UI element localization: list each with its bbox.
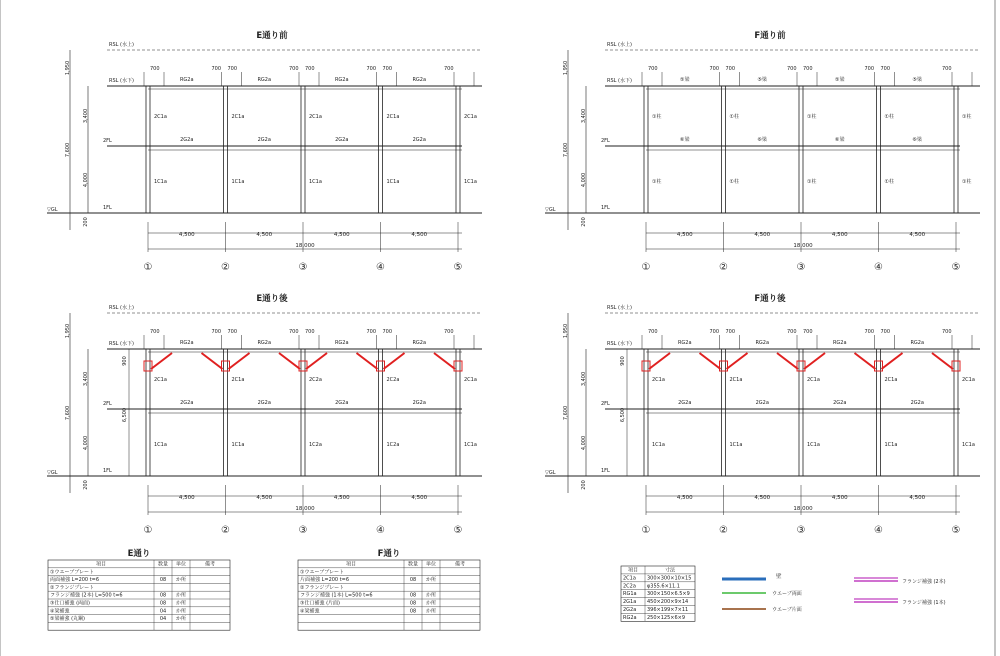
member-id: RG2a (623, 614, 637, 621)
gl-label: ▽GL (47, 470, 58, 476)
grid-label: ④ (376, 525, 385, 536)
schedule-title: E通り (127, 549, 151, 559)
upper-column-label: 2C1a (962, 377, 975, 383)
schedule-cell: 08 (159, 600, 167, 607)
roof-beam-label: RG2a (412, 340, 427, 346)
bay-dim-label: 4,500 (178, 495, 195, 501)
schedule-cell: ①ウエーブプレート (50, 569, 95, 576)
schedule-cell: 04 (159, 616, 167, 623)
member-id: 2G2a (623, 607, 637, 613)
top-dim-700: 700 (709, 66, 720, 72)
dim-top: 1,950 (563, 323, 569, 339)
member-size: 250×125×6×9 (647, 614, 686, 621)
grid-label: ④ (376, 262, 385, 273)
fl2-label: 2FL (103, 138, 112, 144)
legend-label: ウエーブ両面 (772, 591, 802, 597)
top-dim-700: 700 (305, 329, 315, 335)
top-dim-700: 700 (366, 66, 377, 72)
legend-label: 壁 (776, 574, 782, 580)
dim-inner: 6,500 (122, 407, 128, 423)
dim-top: 1,950 (65, 60, 71, 76)
member-header: 寸法 (664, 567, 676, 574)
top-dim-700: 700 (150, 329, 160, 335)
rsl-top-label: RSL (水上) (109, 305, 134, 311)
elevation-title: E通り前 (256, 31, 288, 41)
roof-beam-label: RG2a (334, 77, 349, 83)
upper-column-label: 2C2a (386, 377, 400, 383)
dim-upper: 3,400 (83, 108, 89, 124)
schedule-cell: 04 (159, 608, 167, 615)
dim-total: 7,600 (65, 405, 71, 421)
dim-brace: 900 (122, 356, 128, 366)
lower-column-label: 1C1a (729, 442, 743, 448)
grid-label: ③ (796, 525, 806, 536)
lower-column-label: 1C2a (386, 442, 400, 448)
dim-brace: 900 (620, 356, 626, 366)
schedule-cell: 片面補強 L=200 t=6 (300, 577, 350, 584)
roof-beam-label: RG2a (257, 77, 272, 83)
floor2-beam-label: 2G2a (335, 137, 349, 143)
lower-column-label: 1C1a (464, 442, 477, 448)
fl1-label: 1FL (601, 468, 610, 474)
dim-base: 200 (83, 480, 89, 490)
lower-column-label: ①柱 (807, 179, 817, 185)
floor2-beam-label: 2G2a (335, 400, 349, 406)
member-header: 項目 (627, 567, 639, 574)
lower-column-label: 1C1a (807, 442, 820, 448)
member-size: 300×300×10×15 (647, 575, 692, 582)
schedule-cell: か所 (425, 600, 437, 607)
dim-base: 200 (581, 217, 587, 227)
roof-beam-label: RG2a (334, 340, 349, 346)
upper-column-label: 2C1a (652, 377, 665, 383)
legend-label: ウエーブ片面 (772, 607, 802, 613)
bay-dim-label: 4,500 (754, 495, 771, 501)
upper-column-label: ①柱 (807, 114, 817, 120)
member-size: 450×200×9×14 (647, 599, 689, 606)
schedule-cell: 08 (159, 577, 167, 584)
schedule-header: 数量 (157, 561, 169, 568)
bay-dim-label: 4,500 (333, 232, 350, 238)
member-id: RG1a (623, 591, 637, 598)
upper-column-label: 2C1a (386, 114, 400, 120)
schedule-title: F通り (377, 549, 401, 559)
grid-label: ① (143, 262, 153, 273)
schedule-cell: ②フランジプレート (50, 584, 95, 591)
bay-dim-label: 4,500 (909, 495, 926, 501)
upper-column-label: 2C1a (231, 114, 245, 120)
upper-column-label: ①柱 (884, 114, 894, 120)
bay-dim-label: 4,500 (333, 495, 350, 501)
lower-column-label: 1C1a (231, 442, 245, 448)
upper-column-label: 2C1a (464, 377, 477, 383)
fl2-label: 2FL (601, 401, 610, 407)
top-dim-700: 700 (864, 66, 875, 72)
top-dim-700: 700 (227, 66, 238, 72)
grid-label: ③ (298, 262, 308, 273)
lower-column-label: 1C1a (652, 442, 665, 448)
dim-top: 1,950 (65, 323, 71, 339)
fl2-label: 2FL (601, 138, 610, 144)
top-dim-700: 700 (211, 329, 222, 335)
roof-beam-label: RG2a (677, 340, 692, 346)
top-dim-700: 700 (382, 66, 393, 72)
bay-dim-label: 4,500 (411, 495, 428, 501)
floor2-beam-label: ⑥梁 (912, 137, 922, 143)
bay-dim-label: 4,500 (831, 495, 848, 501)
top-dim-700: 700 (648, 66, 658, 72)
fl1-label: 1FL (601, 205, 610, 211)
schedule-cell: フランジ補強 (1本) L=500 t=6 (300, 592, 373, 599)
top-dim-700: 700 (787, 329, 797, 335)
top-dim-700: 700 (382, 329, 393, 335)
schedule-cell: か所 (175, 608, 187, 615)
rsl-bottom-label: RSL (水下) (109, 78, 134, 84)
fl1-label: 1FL (103, 468, 112, 474)
lower-column-label: 1C2a (309, 442, 322, 448)
dim-upper: 3,400 (83, 371, 89, 387)
grid-label: ⑤ (453, 525, 463, 536)
top-dim-700: 700 (366, 329, 377, 335)
gl-label: ▽GL (545, 470, 556, 476)
floor2-beam-label: 2G2a (412, 137, 426, 143)
grid-label: ② (221, 525, 230, 536)
member-id: 2G1a (623, 599, 637, 606)
roof-beam-label: RG2a (910, 340, 925, 346)
top-dim-700: 700 (648, 329, 658, 335)
floor2-beam-label: 2G2a (412, 400, 426, 406)
floor2-beam-label: 2G2a (257, 137, 271, 143)
upper-column-label: 2C2a (309, 377, 322, 383)
grid-label: ② (719, 262, 728, 273)
upper-column-label: ①柱 (962, 114, 972, 120)
floor2-beam-label: ⑥梁 (835, 137, 845, 143)
floor2-beam-label: ⑥梁 (757, 137, 767, 143)
rsl-top-label: RSL (水上) (109, 42, 134, 48)
upper-column-label: 2C1a (154, 114, 167, 120)
schedule-header: 単位 (175, 561, 187, 568)
elevation-title: F通り後 (754, 294, 786, 304)
dim-base: 200 (581, 480, 587, 490)
schedule-header: 数量 (407, 561, 419, 568)
rsl-bottom-label: RSL (水下) (109, 341, 134, 347)
schedule-cell: 08 (409, 592, 417, 599)
lower-column-label: 1C1a (231, 179, 245, 185)
top-dim-700: 700 (880, 329, 891, 335)
rsl-top-label: RSL (水上) (607, 305, 632, 311)
dim-lower: 4,000 (83, 435, 89, 451)
lower-column-label: ①柱 (962, 179, 972, 185)
dim-base: 200 (83, 217, 89, 227)
schedule-header: 項目 (95, 561, 107, 568)
grid-label: ② (719, 525, 728, 536)
upper-column-label: 2C1a (464, 114, 477, 120)
schedule-header: 備考 (454, 561, 466, 568)
schedule-cell: 08 (409, 577, 417, 584)
fl1-label: 1FL (103, 205, 112, 211)
lower-column-label: 1C1a (154, 442, 167, 448)
bay-dim-label: 4,500 (178, 232, 195, 238)
bay-dim-label: 4,500 (676, 232, 693, 238)
elevation-title: E通り後 (256, 294, 288, 304)
upper-column-label: ①柱 (652, 114, 662, 120)
total-dim-label: 18,000 (295, 506, 315, 512)
grid-label: ② (221, 262, 230, 273)
top-dim-700: 700 (787, 66, 797, 72)
schedule-cell: か所 (425, 577, 437, 584)
roof-beam-label: ⑤梁 (835, 77, 845, 83)
lower-column-label: ①柱 (652, 179, 662, 185)
dim-total: 7,600 (563, 405, 569, 421)
dim-total: 7,600 (563, 142, 569, 158)
grid-label: ④ (874, 525, 883, 536)
bay-dim-label: 4,500 (831, 232, 848, 238)
grid-label: ③ (796, 262, 806, 273)
lower-column-label: ①柱 (884, 179, 894, 185)
schedule-cell: 両面補強 L=200 t=6 (50, 577, 100, 584)
top-dim-700: 700 (150, 66, 160, 72)
floor2-beam-label: ⑥梁 (680, 137, 690, 143)
rsl-bottom-label: RSL (水下) (607, 78, 632, 84)
grid-label: ④ (874, 262, 883, 273)
grid-label: ① (641, 525, 651, 536)
floor2-beam-label: 2G2a (910, 400, 924, 406)
schedule-cell: か所 (175, 616, 187, 623)
schedule-cell: ③仕口補強 (片面) (300, 600, 340, 607)
member-id: 2C1a (623, 575, 636, 582)
top-dim-700: 700 (725, 329, 736, 335)
lower-column-label: 1C1a (962, 442, 975, 448)
schedule-header: 単位 (425, 561, 437, 568)
top-dim-700: 700 (942, 66, 952, 72)
dim-top: 1,950 (563, 60, 569, 76)
gl-label: ▽GL (47, 207, 58, 213)
schedule-cell: か所 (425, 608, 437, 615)
upper-column-label: ①柱 (729, 114, 739, 120)
top-dim-700: 700 (725, 66, 736, 72)
schedule-cell: ④梁補強 (50, 608, 70, 615)
grid-label: ① (641, 262, 651, 273)
dim-lower: 4,000 (83, 172, 89, 188)
top-dim-700: 700 (444, 329, 454, 335)
top-dim-700: 700 (211, 66, 222, 72)
roof-beam-label: RG2a (755, 340, 770, 346)
bay-dim-label: 4,500 (754, 232, 771, 238)
legend-label: フランジ補強 (1本) (902, 600, 946, 606)
bay-dim-label: 4,500 (256, 495, 273, 501)
dim-inner: 6,500 (620, 407, 626, 423)
grid-label: ⑤ (453, 262, 463, 273)
roof-beam-label: RG2a (832, 340, 847, 346)
schedule-cell: ②フランジプレート (300, 584, 345, 591)
bay-dim-label: 4,500 (256, 232, 273, 238)
member-id: 2C2a (623, 583, 636, 590)
floor2-beam-label: 2G2a (180, 137, 194, 143)
dim-upper: 3,400 (581, 371, 587, 387)
total-dim-label: 18,000 (793, 506, 813, 512)
lower-column-label: 1C1a (464, 179, 477, 185)
schedule-header: 項目 (345, 561, 357, 568)
bay-dim-label: 4,500 (411, 232, 428, 238)
legend-label: フランジ補強 (2本) (902, 579, 946, 585)
schedule-cell: か所 (175, 600, 187, 607)
gl-label: ▽GL (545, 207, 556, 213)
upper-column-label: 2C1a (231, 377, 245, 383)
top-dim-700: 700 (227, 329, 238, 335)
schedule-cell: 08 (409, 608, 417, 615)
top-dim-700: 700 (444, 66, 454, 72)
floor2-beam-label: 2G2a (678, 400, 692, 406)
lower-column-label: 1C1a (309, 179, 322, 185)
top-dim-700: 700 (289, 329, 299, 335)
schedule-cell: 08 (159, 592, 167, 599)
total-dim-label: 18,000 (793, 243, 813, 249)
roof-beam-label: ⑤梁 (680, 77, 690, 83)
elevation-title: F通り前 (754, 31, 786, 41)
grid-label: ⑤ (951, 262, 961, 273)
roof-beam-label: RG2a (257, 340, 272, 346)
top-dim-700: 700 (880, 66, 891, 72)
schedule-cell: ④梁補強 (300, 608, 320, 615)
schedule-header: 備考 (204, 561, 216, 568)
upper-column-label: 2C1a (807, 377, 820, 383)
dim-total: 7,600 (65, 142, 71, 158)
top-dim-700: 700 (864, 329, 875, 335)
member-size: φ355.6×11.1 (647, 583, 680, 590)
total-dim-label: 18,000 (295, 243, 315, 249)
schedule-cell: 08 (409, 600, 417, 607)
upper-column-label: 2C1a (884, 377, 898, 383)
dim-upper: 3,400 (581, 108, 587, 124)
floor2-beam-label: 2G2a (180, 400, 194, 406)
lower-column-label: 1C1a (154, 179, 167, 185)
upper-column-label: 2C1a (309, 114, 322, 120)
schedule-cell: か所 (175, 592, 187, 599)
upper-column-label: 2C1a (729, 377, 743, 383)
grid-label: ① (143, 525, 153, 536)
bay-dim-label: 4,500 (909, 232, 926, 238)
roof-beam-label: RG2a (412, 77, 427, 83)
rsl-top-label: RSL (水上) (607, 42, 632, 48)
grid-label: ③ (298, 525, 308, 536)
schedule-cell: フランジ補強 (2本) L=500 t=6 (50, 592, 123, 599)
floor2-beam-label: 2G2a (257, 400, 271, 406)
schedule-cell: ③仕口補強 (両面) (50, 600, 90, 607)
roof-beam-label: ⑤梁 (757, 77, 767, 83)
roof-beam-label: RG2a (179, 340, 194, 346)
schedule-cell: ①ウエーブプレート (300, 569, 345, 576)
lower-column-label: 1C1a (884, 442, 898, 448)
schedule-cell: ⑤梁補強 (丸鋼) (50, 616, 85, 623)
top-dim-700: 700 (709, 329, 720, 335)
bay-dim-label: 4,500 (676, 495, 693, 501)
lower-column-label: ①柱 (729, 179, 739, 185)
member-size: 300×150×6.5×9 (647, 591, 690, 598)
top-dim-700: 700 (942, 329, 952, 335)
upper-column-label: 2C1a (154, 377, 167, 383)
lower-column-label: 1C1a (386, 179, 400, 185)
top-dim-700: 700 (803, 329, 813, 335)
schedule-cell: か所 (425, 592, 437, 599)
grid-label: ⑤ (951, 525, 961, 536)
dim-lower: 4,000 (581, 172, 587, 188)
floor2-beam-label: 2G2a (755, 400, 769, 406)
top-dim-700: 700 (289, 66, 299, 72)
floor2-beam-label: 2G2a (833, 400, 847, 406)
roof-beam-label: RG2a (179, 77, 194, 83)
rsl-bottom-label: RSL (水下) (607, 341, 632, 347)
dim-lower: 4,000 (581, 435, 587, 451)
roof-beam-label: ⑤梁 (912, 77, 922, 83)
schedule-cell: か所 (175, 577, 187, 584)
fl2-label: 2FL (103, 401, 112, 407)
member-size: 396×199×7×11 (647, 607, 689, 613)
top-dim-700: 700 (803, 66, 813, 72)
top-dim-700: 700 (305, 66, 315, 72)
